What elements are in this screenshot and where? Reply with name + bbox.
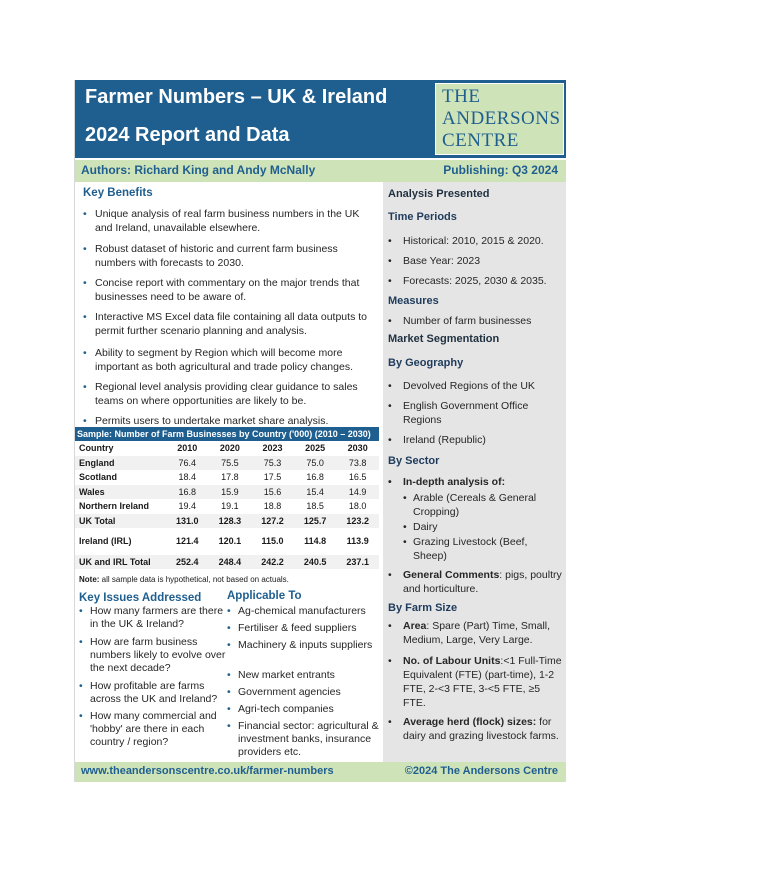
bullet-icon: • bbox=[227, 720, 231, 732]
geography-item: • Ireland (Republic) bbox=[388, 434, 486, 446]
bullet-icon: • bbox=[83, 243, 87, 255]
applicable-item: • Financial sector: agricultural & investment banks, insurance providers etc. bbox=[227, 720, 379, 758]
authors-bar bbox=[75, 160, 566, 182]
bullet-icon: • bbox=[79, 710, 83, 722]
sector-item: • Dairy bbox=[403, 521, 438, 533]
applicable-item: • Fertiliser & feed suppliers bbox=[227, 622, 357, 634]
bullet-icon: • bbox=[79, 605, 83, 617]
bullet-icon: • bbox=[227, 622, 231, 634]
table-header-row: Country 2010 2020 2023 2025 2030 bbox=[79, 443, 368, 454]
benefit-item: • Concise report with commentary on the major trends that businesses need to be aware of. bbox=[83, 277, 360, 303]
sector-item: • Arable (Cereals & General Cropping) bbox=[403, 492, 537, 518]
footer-bar bbox=[75, 762, 566, 782]
bullet-icon: • bbox=[83, 208, 87, 220]
labour-item: • No. of Labour Units:<1 Full-Time Equivalent (FTE) (part-time), 1-2 FTE, 2-<3 FTE, 3-<5 FTE, ≥5 FTE. bbox=[388, 655, 562, 709]
benefit-item: • Robust dataset of historic and current farm business numbers with forecasts to 2030. bbox=[83, 243, 338, 269]
bullet-icon: • bbox=[227, 639, 231, 651]
time-period-item: • Historical: 2010, 2015 & 2020. bbox=[388, 235, 544, 247]
table-row-total: UK and IRL Total 252.4 248.4 242.2 240.5 237.1 bbox=[75, 555, 379, 570]
bullet-icon: • bbox=[388, 255, 392, 267]
sector-item: • Grazing Livestock (Beef, Sheep) bbox=[403, 536, 528, 562]
applicable-item: • Machinery & inputs suppliers bbox=[227, 639, 373, 651]
table-row: Northern Ireland 19.4 19.1 18.8 18.5 18.0 bbox=[79, 501, 367, 512]
applicable-item: • Ag-chemical manufacturers bbox=[227, 605, 366, 617]
measures-title: Measures bbox=[388, 295, 439, 307]
bullet-icon: • bbox=[79, 680, 83, 692]
time-periods-title: Time Periods bbox=[388, 211, 457, 223]
farm-size-title: By Farm Size bbox=[388, 602, 458, 614]
header-banner bbox=[75, 80, 431, 158]
bullet-icon: • bbox=[388, 380, 392, 392]
sector-lead: • In-depth analysis of: bbox=[388, 476, 506, 488]
bullet-icon: • bbox=[388, 315, 392, 327]
key-issues-title: Key Issues Addressed bbox=[79, 592, 202, 604]
geography-item: • English Government Office Regions bbox=[388, 400, 529, 426]
benefit-item: • Interactive MS Excel data file containing all data outputs to permit further scenario planning and analysis. bbox=[83, 311, 367, 337]
sector-title: By Sector bbox=[388, 455, 440, 467]
bullet-icon: • bbox=[403, 521, 407, 533]
general-comments: • General Comments: pigs, poultry and horticulture. bbox=[388, 569, 562, 595]
issue-item: • How are farm business numbers likely to evolve over the next decade? bbox=[79, 636, 226, 674]
geography-title: By Geography bbox=[388, 357, 464, 369]
authors: Authors: Richard King and Andy McNally bbox=[81, 163, 316, 177]
bullet-icon: • bbox=[227, 605, 231, 617]
analysis-panel bbox=[383, 182, 566, 762]
bullet-icon: • bbox=[83, 311, 87, 323]
issue-item: • How many commercial and 'hobby' are there in each country / region? bbox=[79, 710, 217, 748]
benefit-item: • Permits users to undertake market share analysis. bbox=[83, 415, 329, 427]
bullet-icon: • bbox=[227, 669, 231, 681]
page-title: Farmer Numbers – UK & Ireland bbox=[85, 86, 388, 108]
bullet-icon: • bbox=[83, 277, 87, 289]
logo-line-1: THE bbox=[442, 86, 481, 107]
table-row-total: Ireland (IRL) 121.4 120.1 115.0 114.8 113.9 bbox=[79, 536, 369, 547]
table-row-total: UK Total 131.0 128.3 127.2 125.7 123.2 bbox=[75, 514, 379, 529]
applicable-item: • Agri-tech companies bbox=[227, 703, 334, 715]
table-caption: Sample: Number of Farm Businesses by Country ('000) (2010 – 2030) bbox=[75, 427, 379, 441]
bullet-icon: • bbox=[388, 716, 392, 728]
bullet-icon: • bbox=[83, 415, 87, 427]
issue-item: • How profitable are farms across the UK and Ireland? bbox=[79, 680, 218, 705]
benefit-item: • Ability to segment by Region which will become more important as both agricultural and trade policy changes. bbox=[83, 347, 353, 373]
farm-numbers-table bbox=[75, 441, 379, 569]
measure-item: • Number of farm businesses bbox=[388, 315, 532, 327]
key-benefits-title: Key Benefits bbox=[83, 187, 153, 199]
table-note: Note: all sample data is hypothetical, not based on actuals. bbox=[79, 575, 289, 584]
bullet-icon: • bbox=[388, 434, 392, 446]
table-row: England 76.4 75.5 75.3 75.0 73.8 bbox=[75, 456, 379, 471]
bullet-icon: • bbox=[388, 235, 392, 247]
table-row: Scotland 18.4 17.8 17.5 16.8 16.5 bbox=[79, 472, 367, 483]
geography-item: • Devolved Regions of the UK bbox=[388, 380, 535, 392]
bullet-icon: • bbox=[227, 703, 231, 715]
bullet-icon: • bbox=[388, 400, 392, 412]
footer-copyright: ©2024 The Andersons Centre bbox=[404, 765, 558, 777]
bullet-icon: • bbox=[227, 686, 231, 698]
andersons-logo bbox=[435, 83, 564, 155]
benefit-item: • Regional level analysis providing clear guidance to sales teams on where opportunities are likely to be. bbox=[83, 381, 358, 407]
bullet-icon: • bbox=[403, 492, 407, 504]
bullet-icon: • bbox=[83, 347, 87, 359]
bullet-icon: • bbox=[388, 275, 392, 287]
table-row: Wales 16.8 15.9 15.6 15.4 14.9 bbox=[75, 485, 379, 500]
logo-line-3: CENTRE bbox=[442, 130, 519, 151]
footer-url-link[interactable]: www.theandersonscentre.co.uk/farmer-numbers bbox=[81, 765, 334, 777]
applicable-item: • New market entrants bbox=[227, 669, 335, 681]
publishing-date: Publishing: Q3 2024 bbox=[443, 163, 558, 177]
bullet-icon: • bbox=[388, 569, 392, 581]
time-period-item: • Base Year: 2023 bbox=[388, 255, 481, 267]
applicable-title: Applicable To bbox=[227, 590, 302, 602]
bullet-icon: • bbox=[83, 381, 87, 393]
brochure-page bbox=[74, 80, 566, 782]
issue-item: • How many farmers are there in the UK & Ireland? bbox=[79, 605, 224, 630]
bullet-icon: • bbox=[388, 620, 392, 632]
segmentation-title: Market Segmentation bbox=[388, 333, 500, 345]
herd-item: • Average herd (flock) sizes: for dairy and grazing livestock farms. bbox=[388, 716, 559, 742]
bullet-icon: • bbox=[388, 655, 392, 667]
benefit-item: • Unique analysis of real farm business numbers in the UK and Ireland, unavailable elsewhere. bbox=[83, 208, 360, 234]
bullet-icon: • bbox=[79, 636, 83, 648]
area-item: • Area: Spare (Part) Time, Small, Medium, Large, Very Large. bbox=[388, 620, 551, 646]
page-subtitle: 2024 Report and Data bbox=[85, 124, 290, 146]
logo-area bbox=[431, 80, 566, 158]
logo-line-2: ANDERSONS bbox=[442, 108, 561, 129]
applicable-item: • Government agencies bbox=[227, 686, 341, 698]
analysis-title: Analysis Presented bbox=[388, 188, 490, 200]
bullet-icon: • bbox=[403, 536, 407, 548]
bullet-icon: • bbox=[388, 476, 392, 488]
time-period-item: • Forecasts: 2025, 2030 & 2035. bbox=[388, 275, 547, 287]
